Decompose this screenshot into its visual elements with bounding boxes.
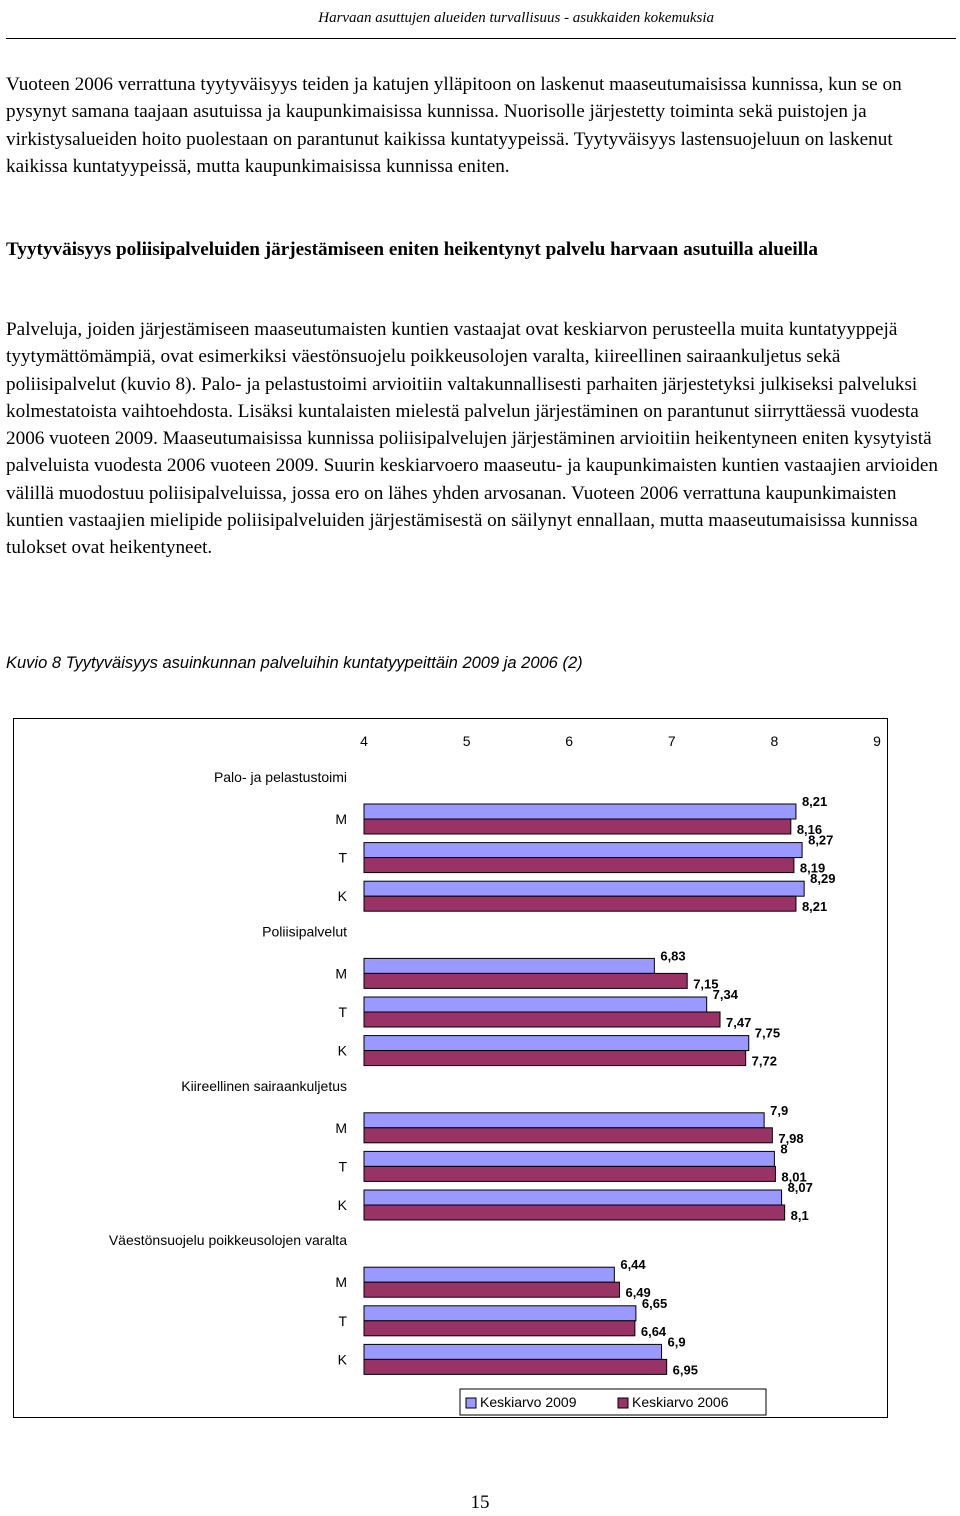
bar-2009	[364, 958, 654, 973]
data-label: 7,98	[778, 1130, 804, 1146]
bar-2006	[364, 1359, 667, 1374]
bar-2009	[364, 1113, 764, 1128]
running-header-title: Harvaan asuttujen alueiden turvallisuus - asukkaiden kokemuksia	[318, 10, 714, 26]
data-label: 6,83	[660, 948, 686, 964]
body-paragraph-1: Vuoteen 2006 verrattuna tyytyväisyys teiden ja katujen ylläpitoon on laskenut maaseutumaisissa kunnissa, kun se on pysynyt samana taajaan asutuissa ja kaupunkimaisissa kunnissa. Nuorisolle järjestetty toiminta sekä puistojen ja virkistysalueiden hoito puolestaan on parantunut kaikissa kuntatyypeissä. Tyytyväisyys lastensuojeluun on laskenut kaikissa kuntatyypeissä, mutta kaupunkimaisissa kunnissa eniten.	[6, 74, 902, 177]
legend-label: Keskiarvo 2006	[632, 1394, 729, 1410]
data-label: 8,27	[808, 832, 834, 848]
category-group-label: Kiireellinen sairaankuljetus	[181, 1077, 347, 1094]
x-tick-label: 4	[360, 733, 368, 749]
bar-2006	[364, 1282, 619, 1297]
legend-swatch	[618, 1398, 628, 1408]
data-label: 6,9	[667, 1334, 686, 1350]
body-paragraph-2: Palveluja, joiden järjestämiseen maaseutumaisten kuntien vastaajat ovat keskiarvon perusteella muita kuntatyyppejä tyytymättömämpiä, ovat esimerkiksi väestönsuojelu poikkeusolojen varalta, kiireellinen sairaankuljetus sekä poliisipalvelut (kuvio 8). Palo- ja pelastustoimi arvioitiin valtakunnallisesti parhaiten järjestetyksi julkiseksi palveluksi kolmestatoista vaihtoehdosta. Lisäksi kuntalaisten mielestä palvelun järjestäminen on parantunut siirryttäessä vuodesta 2006 vuoteen 2009. Maaseutumaisissa kunnissa poliisipalvelujen järjestäminen arvioitiin heikentyneen eniten kysytyistä palveluista vuodesta 2006 vuoteen 2009. Suurin keskiarvoero maaseutu- ja kaupunkimaisten kuntien vastaajien arvioiden välillä muodostuu poliisipalveluissa, jossa ero on lähes yhden arvosanan. Vuoteen 2006 verrattuna kaupunkimaisten kuntien vastaajien mielipide poliisipalveluiden järjestämisestä on säilynyt ennallaan, mutta maaseutumaisissa kunnissa tulokset ovat heikentyneet.	[6, 319, 938, 559]
data-label: 7,47	[726, 1015, 752, 1030]
bar-2009	[364, 1036, 749, 1051]
bar-2009	[364, 881, 804, 896]
bar-2006	[364, 819, 791, 834]
data-label: 6,65	[641, 1295, 668, 1311]
row-label: K	[337, 1351, 347, 1368]
x-tick-label: 6	[565, 733, 574, 749]
data-label: 8,1	[790, 1208, 809, 1223]
bar-2009	[364, 997, 707, 1012]
row-label: M	[335, 1274, 347, 1291]
data-label: 6,64	[640, 1323, 667, 1339]
data-label: 7,15	[693, 976, 719, 992]
bar-2006	[364, 1012, 720, 1027]
figure-caption: Kuvio 8 Tyytyväisyys asuinkunnan palveluihin kuntatyypeittäin 2009 ja 2006 (2)	[6, 654, 583, 672]
data-label: 7,72	[751, 1053, 777, 1069]
row-label: T	[338, 1158, 347, 1175]
legend-label: Keskiarvo 2009	[480, 1394, 577, 1410]
data-label: 8	[780, 1141, 788, 1157]
x-tick-label: 7	[667, 733, 676, 749]
data-label: 6,95	[672, 1362, 698, 1378]
bar-2006	[364, 896, 796, 911]
bar-2006	[364, 1205, 785, 1220]
category-group-label: Poliisipalvelut	[262, 923, 347, 940]
bar-2006	[364, 1166, 775, 1181]
header-rule	[6, 38, 956, 39]
data-label: 8,21	[801, 899, 828, 915]
chart-frame	[13, 718, 888, 1418]
row-label: M	[335, 811, 347, 827]
page-header	[0, 0, 960, 40]
row-label: M	[335, 965, 347, 982]
data-label: 7,34	[712, 987, 738, 1002]
category-group-label: Palo- ja pelastustoimi	[213, 769, 347, 785]
row-label: K	[337, 1197, 347, 1213]
x-tick-label: 5	[462, 733, 471, 749]
bar-2009	[364, 843, 802, 858]
data-label: 8,29	[810, 871, 836, 887]
bar-2009	[364, 1344, 662, 1359]
category-group-label: Väestönsuojelu poikkeusolojen varalta	[108, 1232, 347, 1249]
bar-2006	[364, 1128, 772, 1143]
data-label: 7,75	[754, 1025, 781, 1041]
bar-2009	[364, 1151, 774, 1166]
data-label: 8,19	[799, 860, 826, 876]
row-label: M	[335, 1119, 347, 1136]
bar-2006	[364, 1321, 635, 1336]
bar-2009	[364, 804, 796, 819]
data-label: 6,44	[620, 1257, 646, 1273]
data-label: 8,01	[781, 1169, 807, 1185]
bar-2009	[364, 1190, 782, 1205]
page-number: 15	[470, 1492, 490, 1513]
bar-2006	[364, 973, 687, 988]
data-label: 8,16	[796, 822, 823, 837]
x-tick-label: 9	[873, 733, 881, 749]
bar-2009	[364, 1267, 614, 1282]
section-heading: Tyytyväisyys poliisipalveluiden järjestämiseen eniten heikentynyt palvelu harvaan asutuilla alueilla	[6, 239, 818, 260]
data-label: 7,9	[770, 1102, 789, 1118]
bar-2006	[364, 858, 794, 873]
row-label: K	[337, 888, 347, 905]
data-label: 8,21	[801, 794, 828, 809]
x-tick-label: 8	[770, 733, 779, 749]
bar-chart	[14, 719, 889, 1419]
bar-2006	[364, 1051, 746, 1066]
bar-2009	[364, 1306, 636, 1321]
row-label: T	[338, 1312, 347, 1329]
row-label: K	[337, 1042, 347, 1059]
legend-swatch	[466, 1398, 476, 1408]
row-label: T	[338, 1004, 347, 1020]
data-label: 6,49	[625, 1285, 651, 1301]
data-label: 8,07	[787, 1180, 813, 1195]
row-label: T	[338, 849, 347, 866]
